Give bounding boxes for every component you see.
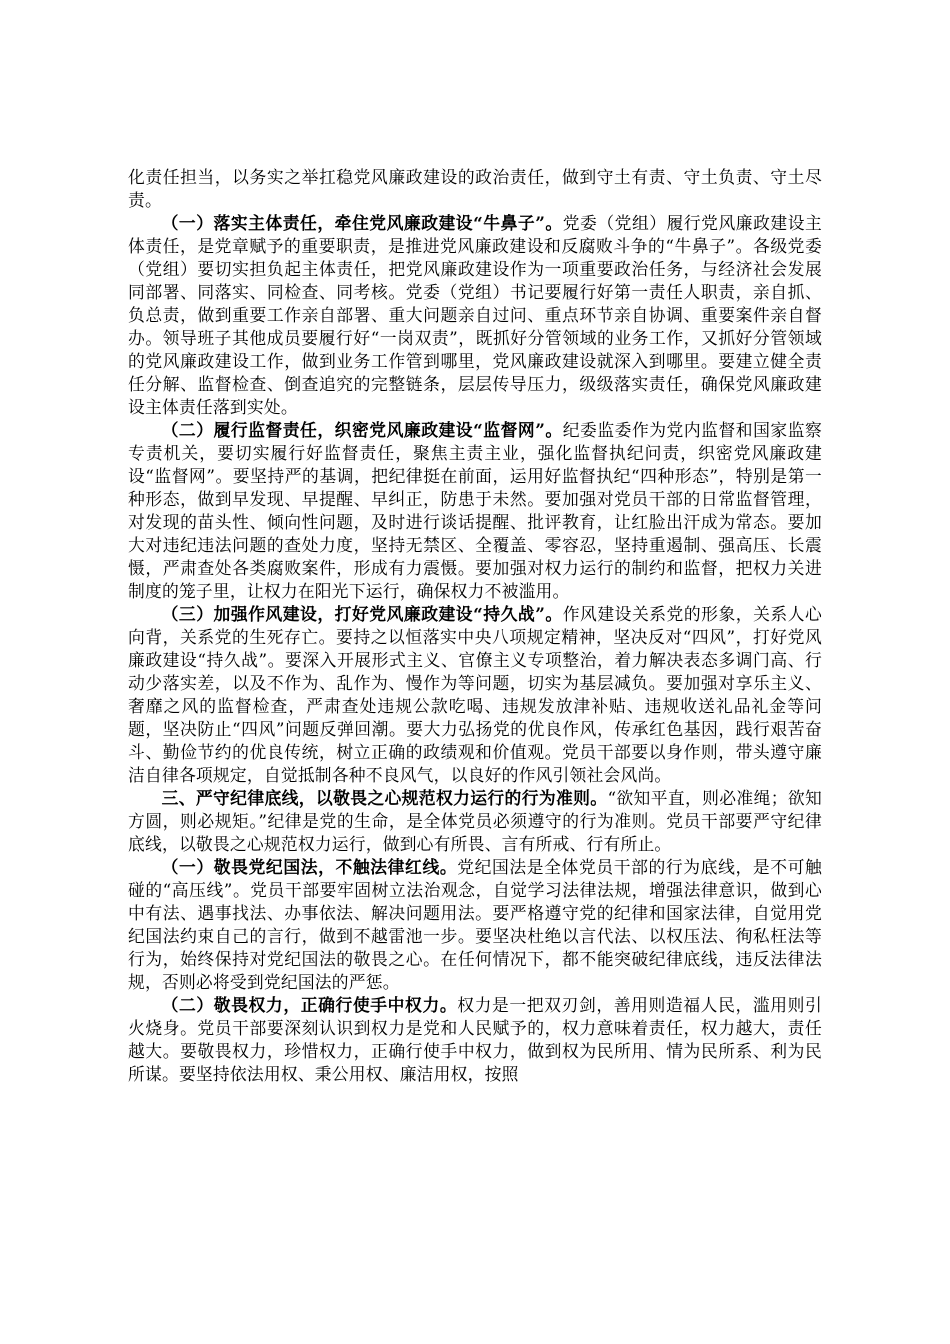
paragraph-respect-law (128, 856, 822, 994)
paragraph-work-style (128, 603, 822, 787)
paragraph-text: 党委（党组）履行党风廉政建设主体责任，是党章赋予的重要职责，是推进党风廉政建设和反腐败斗争的“牛鼻子”。各级党委（党组）要切实担负起主体责任，把党风廉政建设作为一项重要政治任务，与经济社会发展同部署、同落实、同检查、同考核。党委（党组）书记要履行好第一责任人职责，亲自抓、负总责，做到重要工作亲自部署、重大问题亲自过问、重点环节亲自协调、重要案件亲自督办。领导班子其他成员要履行好“一岗双责”，既抓好分管领域的业务工作，又抓好分管领域的党风廉政建设工作，做到业务工作管到哪里，党风廉政建设就深入到哪里。要建立健全责任分解、监督检查、倒查追究的完整链条，层层传导压力，级级落实责任，确保党风廉政建设主体责任落到实处。 (128, 213, 822, 417)
paragraph-heading: （一）敬畏党纪国法，不触法律红线。 (161, 857, 458, 877)
paragraph-heading: （二）履行监督责任，织密党风廉政建设“监督网”。 (161, 420, 563, 440)
paragraph-heading: （一）落实主体责任，牵住党风廉政建设“牛鼻子”。 (161, 213, 563, 233)
section-heading: 三、严守纪律底线，以敬畏之心规范权力运行的行为准则。 (161, 788, 608, 808)
paragraph-text: 权力是一把双刃剑，善用则造福人民，滥用则引火烧身。党员干部要深刻认识到权力是党和人民赋予的，权力意味着责任，权力越大，责任越大。要敬畏权力，珍惜权力，正确行使手中权力，做到权为民所用、情为民所系、利为民所谋。要坚持依法用权、秉公用权、廉洁用权，按照 (128, 995, 822, 1084)
paragraph-main-responsibility (128, 212, 822, 419)
paragraph-text: “欲知平直，则必准绳；欲知方圆，则必规矩。”纪律是党的生命，是全体党员必须遵守的行为准则。党员干部要严守纪律底线，以敬畏之心规范权力运行，做到心有所畏、言有所戒、行有所止。 (128, 788, 823, 854)
paragraph-supervision-responsibility (128, 419, 822, 603)
paragraph-heading: （三）加强作风建设，打好党风廉政建设“持久战”。 (161, 604, 563, 624)
paragraph-text: 党纪国法是全体党员干部的行为底线，是不可触碰的“高压线”。党员干部要牢固树立法治观念，自觉学习法律法规，增强法律意识，做到心中有法、遇事找法、办事依法、解决问题用法。要严格遵守党的纪律和国家法律，自觉用党纪国法约束自己的言行，做到不越雷池一步。要坚决杜绝以言代法、以权压法、徇私枉法等行为，始终保持对党纪国法的敬畏之心。在任何情况下，都不能突破纪律底线，违反法律法规，否则必将受到党纪国法的严惩。 (128, 857, 822, 992)
paragraph-heading: （二）敬畏权力，正确行使手中权力。 (161, 995, 458, 1015)
paragraph-respect-power (128, 994, 822, 1086)
paragraph-text: 作风建设关系党的形象，关系人心向背，关系党的生死存亡。要持之以恒落实中央八项规定精神，坚决反对“四风”，打好党风廉政建设“持久战”。要深入开展形式主义、官僚主义专项整治，着力解决表态多调门高、行动少落实差，以及不作为、乱作为、慢作为等问题，切实为基层减负。要加强对享乐主义、奢靡之风的监督检查，严肃查处违规公款吃喝、违规发放津补贴、违规收送礼品礼金等问题，坚决防止“四风”问题反弹回潮。要大力弘扬党的优良作风，传承红色基因，践行艰苦奋斗、勤俭节约的优良传统，树立正确的政绩观和价值观。党员干部要以身作则，带头遵守廉洁自律各项规定，自觉抵制各种不良风气，以良好的作风引领社会风尚。 (128, 604, 822, 785)
paragraph-text: 纪委监委作为党内监督和国家监察专责机关，要切实履行好监督责任，聚焦主责主业，强化监督执纪问责，织密党风廉政建设“监督网”。要坚持严的基调，把纪律挺在前面，运用好监督执纪“四种形态”，特别是第一种形态，做到早发现、早提醒、早纠正，防患于未然。要加强对党员干部的日常监督管理，对发现的苗头性、倾向性问题，及时进行谈话提醒、批评教育，让红脸出汗成为常态。要加大对违纪违法问题的查处力度，坚持无禁区、全覆盖、零容忍，坚持重遏制、强高压、长震慑，严肃查处各类腐败案件，形成有力震慑。要加强对权力运行的制约和监督，把权力关进制度的笼子里，让权力在阳光下运行，确保权力不被滥用。 (128, 420, 822, 601)
paragraph-continuation (128, 166, 822, 212)
section-three-discipline (128, 787, 822, 856)
paragraph-text: 化责任担当，以务实之举扛稳党风廉政建设的政治责任，做到守土有责、守土负责、守土尽责。 (128, 167, 822, 210)
